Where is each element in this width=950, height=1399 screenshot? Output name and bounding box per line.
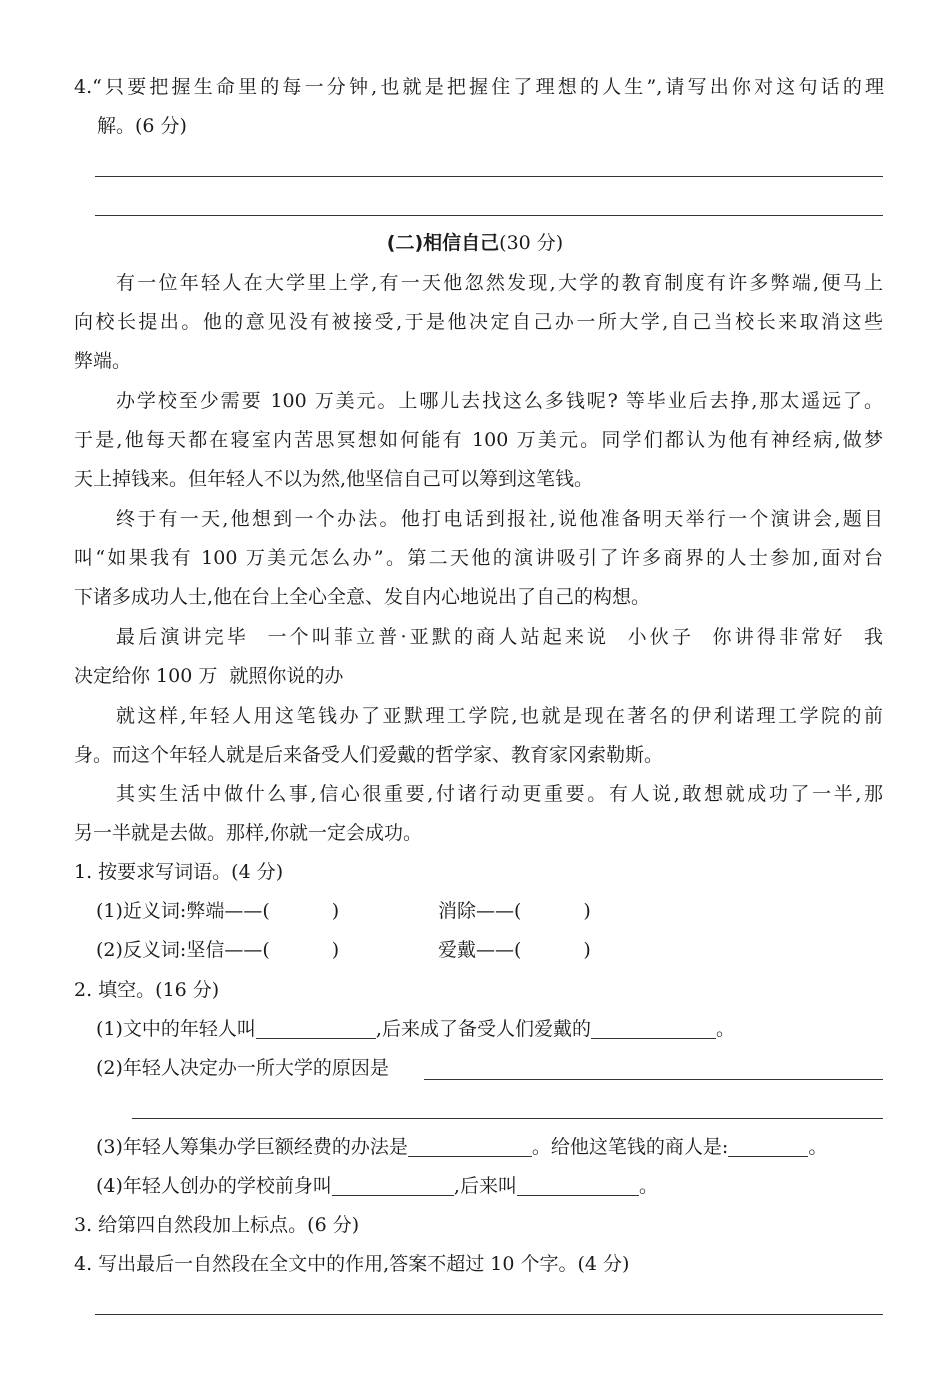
question-1-1b bbox=[438, 898, 591, 924]
close-paren: ) bbox=[583, 900, 591, 922]
answer-line[interactable] bbox=[132, 1118, 883, 1119]
passage-line: 有一位年轻人在大学里上学,有一天他忽然发现,大学的教育制度有许多弊端,便马上 bbox=[116, 272, 883, 294]
answer-line[interactable] bbox=[95, 176, 883, 177]
section-title-main: (二)相信自己 bbox=[386, 232, 500, 254]
passage-line: 叫“如果我有 100 万美元怎么办”。第二天他的演讲吸引了许多商界的人士参加,面对台 bbox=[74, 547, 883, 569]
close-paren: ) bbox=[331, 939, 340, 961]
passage-line: 其实生活中做什么事,信心很重要,付诸行动更重要。有人说,敢想就成功了一半,那 bbox=[116, 783, 883, 805]
q1-2-antonym-prompt: (2)反义词:坚信——( bbox=[96, 939, 270, 961]
answer-blank[interactable] bbox=[591, 1018, 716, 1039]
answer-line[interactable] bbox=[95, 1314, 883, 1315]
q1-1b-prompt: 消除——( bbox=[438, 900, 522, 922]
answer-blank[interactable] bbox=[408, 1136, 532, 1157]
question-2: 2. 填空。(16 分) bbox=[74, 979, 220, 1001]
passage-line: 终于有一天,他想到一个办法。他打电话到报社,说他准备明天举行一个演讲会,题目 bbox=[116, 508, 883, 530]
passage-line: 办学校至少需要 100 万美元。上哪儿去找这么多钱呢? 等毕业后去挣,那太遥远了。 bbox=[116, 390, 883, 412]
passage-line: 于是,他每天都在寝室内苦思冥想如何能有 100 万美元。同学们都认为他有神经病,做梦 bbox=[74, 429, 883, 451]
passage-line: 决定给你 100 万 就照你说的办 bbox=[74, 665, 344, 687]
q2-3-prompt-b: 。给他这笔钱的商人是: bbox=[531, 1136, 729, 1158]
passage-line: 最后演讲完毕 一个叫菲立普·亚默的商人站起来说 小伙子 你讲得非常好 我 bbox=[116, 626, 883, 648]
question-1: 1. 按要求写词语。(4 分) bbox=[74, 861, 284, 883]
answer-line[interactable] bbox=[424, 1079, 883, 1080]
question-1-1 bbox=[96, 898, 339, 924]
passage-line: 天上掉钱来。但年轻人不以为然,他坚信自己可以筹到这笔钱。 bbox=[74, 468, 594, 490]
period: 。 bbox=[715, 1018, 735, 1040]
passage-line: 另一半就是去做。那样,你就一定会成功。 bbox=[74, 822, 423, 844]
passage-line: 下诸多成功人士,他在台上全心全意、发自内心地说出了自己的构想。 bbox=[74, 586, 651, 608]
answer-blank[interactable] bbox=[728, 1136, 808, 1157]
question-1-2 bbox=[96, 937, 339, 963]
period: 。 bbox=[808, 1136, 828, 1158]
question-3: 3. 给第四自然段加上标点。(6 分) bbox=[74, 1214, 360, 1236]
q2-4-prompt-a: (4)年轻人创办的学校前身叫 bbox=[96, 1175, 332, 1197]
close-paren: ) bbox=[583, 939, 591, 961]
q2-3-prompt-a: (3)年轻人筹集办学巨额经费的办法是 bbox=[96, 1136, 408, 1158]
answer-blank[interactable] bbox=[517, 1175, 639, 1196]
question-2-1 bbox=[96, 1016, 735, 1042]
section-title-score: (30 分) bbox=[499, 232, 564, 254]
q1-2b-prompt: 爱戴——( bbox=[438, 939, 522, 961]
passage-line: 身。而这个年轻人就是后来备受人们爱戴的哲学家、教育家冈索勒斯。 bbox=[74, 744, 664, 766]
answer-blank[interactable] bbox=[332, 1175, 454, 1196]
q2-1-prompt-b: ,后来成了备受人们爱戴的 bbox=[375, 1018, 591, 1040]
q2-4-prompt-b: ,后来叫 bbox=[453, 1175, 517, 1197]
q2-1-prompt-a: (1)文中的年轻人叫 bbox=[96, 1018, 256, 1040]
q1-1-synonym-prompt: (1)近义词:弊端——( bbox=[96, 900, 270, 922]
answer-blank[interactable] bbox=[256, 1018, 376, 1039]
answer-line[interactable] bbox=[95, 215, 883, 216]
question-4-top-line2: 解。(6 分) bbox=[97, 115, 187, 137]
passage-line: 向校长提出。他的意见没有被接受,于是他决定自己办一所大学,自己当校长来取消这些 bbox=[74, 311, 883, 333]
question-4: 4. 写出最后一自然段在全文中的作用,答案不超过 10 个字。(4 分) bbox=[74, 1253, 630, 1275]
period: 。 bbox=[638, 1175, 658, 1197]
passage-line: 弊端。 bbox=[74, 350, 132, 372]
section-title bbox=[0, 230, 950, 256]
question-2-3 bbox=[96, 1134, 827, 1160]
question-4-top-line1: 4.“只要把握生命里的每一分钟,也就是把握住了理想的人生”,请写出你对这句话的理 bbox=[74, 76, 884, 98]
question-2-4 bbox=[96, 1173, 658, 1199]
question-1-2b bbox=[438, 937, 591, 963]
q2-2-prompt: (2)年轻人决定办一所大学的原因是 bbox=[96, 1057, 389, 1079]
passage-line: 就这样,年轻人用这笔钱办了亚默理工学院,也就是现在著名的伊利诺理工学院的前 bbox=[116, 705, 883, 727]
question-2-2 bbox=[96, 1055, 389, 1081]
close-paren: ) bbox=[331, 900, 340, 922]
